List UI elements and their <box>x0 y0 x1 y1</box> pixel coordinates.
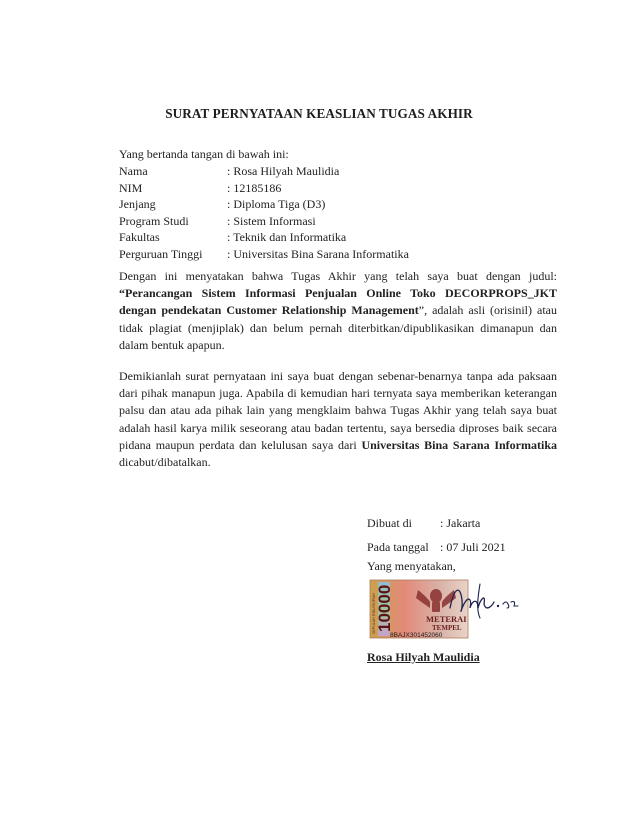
place-label: Dibuat di <box>367 516 412 530</box>
identity-row-nim <box>119 180 409 197</box>
signature-stroke <box>478 584 480 618</box>
document-title: SURAT PERNYATAAN KEASLIAN TUGAS AKHIR <box>165 106 473 121</box>
stamp-label-bottom: TEMPEL <box>432 624 462 632</box>
stamp-serial: 8BAJX301452060 <box>390 632 443 639</box>
declaration-paragraph <box>119 368 557 471</box>
signature-stroke <box>503 602 518 609</box>
declaration-tail: dicabut/dibatalkan. <box>119 455 211 470</box>
identity-value: : Universitas Bina Sarana Informatika <box>227 246 409 261</box>
identity-label: Nama <box>119 164 148 178</box>
stamp-value: 10000 <box>375 584 394 632</box>
thesis-title: “Perancangan Sistem Informasi Penjualan Online Toko DECORPROPS_JKT dengan pendekatan Customer Relationship Management <box>119 286 557 318</box>
signer-name: Rosa Hilyah Maulidia <box>367 650 480 664</box>
identity-value: : 12185186 <box>227 180 282 195</box>
identity-label: Jenjang <box>119 197 156 211</box>
intro-text: Yang bertanda tangan di bawah ini: <box>119 147 289 161</box>
identity-row-jenjang <box>119 196 409 213</box>
stamp-label-top: METERAI <box>426 614 467 624</box>
declaration-lead: Demikianlah surat pernyataan ini saya buat dengan sebenar-benarnya tanpa ada paksaan dari pihak manapun juga. Apabila di kemudian hari ternyata saya memberikan keterangan palsu dan atau ada pihak lain yang mengklaim bahwa Tugas Akhir yang telah saya buat adalah hasil karya milik seseorang atau badan tertentu, saya bersedia diproses baik secara pidana maupun perdata dan kelulusan saya dari <box>119 369 557 452</box>
identity-row-fakultas <box>119 229 409 246</box>
statement-paragraph <box>119 268 557 354</box>
identity-value: : Teknik dan Informatika <box>227 230 347 244</box>
place-row <box>367 514 506 538</box>
place-value: : Jakarta <box>440 516 481 530</box>
identity-label: Perguruan Tinggi <box>119 246 203 261</box>
statement-tail: ”, adalah asli (orisinil) atau tidak plagiat (menjiplak) dan belum pernah diterbitkan/dipublikasikan dimanapun dan dalam bentuk apapun. <box>119 303 557 352</box>
identity-value: : Diploma Tiga (D3) <box>227 197 326 211</box>
stamp-side-text: SEPULUH RIBU RUPIAH <box>372 592 376 634</box>
stamp-and-signature <box>368 578 528 650</box>
identity-value: : Rosa Hilyah Maulidia <box>227 164 340 178</box>
university-name: Universitas Bina Sarana Informatika <box>361 437 558 452</box>
identity-row-nama <box>119 163 409 180</box>
date-label: Pada tanggal <box>367 540 429 554</box>
date-value: : 07 Juli 2021 <box>440 540 506 554</box>
identity-value: : Sistem Informasi <box>227 213 316 228</box>
identity-label: Fakultas <box>119 230 160 244</box>
statement-lead: Dengan ini menyatakan bahwa Tugas Akhir yang telah saya buat dengan judul: <box>119 269 557 283</box>
identity-row-perguruan-tinggi <box>119 246 409 263</box>
stated-text: Yang menyatakan, <box>367 559 456 573</box>
signature-dot <box>497 605 499 607</box>
identity-row-program-studi <box>119 213 409 230</box>
signature-meta <box>367 514 506 562</box>
identity-label: Program Studi <box>119 213 189 228</box>
identity-label: NIM <box>119 180 143 195</box>
identity-table <box>119 163 409 262</box>
revenue-stamp-image <box>368 578 528 650</box>
